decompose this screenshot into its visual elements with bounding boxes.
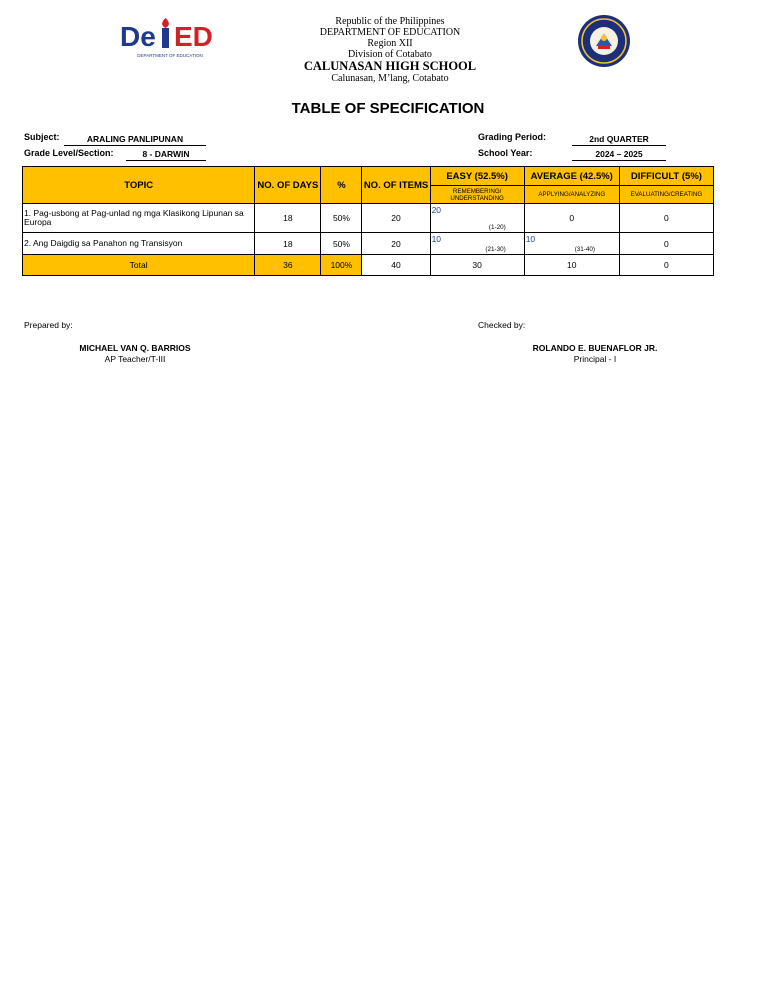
department-line: DEPARTMENT OF EDUCATION: [319, 27, 461, 38]
row-easy-range: (21-30): [485, 246, 506, 253]
school-name: CALUNASAN HIGH SCHOOL: [303, 59, 477, 73]
subject-value: ARALING PANLIPUNAN: [64, 134, 206, 146]
republic-line: Republic of the Philippines: [335, 16, 445, 27]
header-difficult: DIFFICULT (5%): [619, 167, 713, 186]
specification-table: [22, 166, 714, 276]
total-label: Total: [23, 255, 255, 276]
row-easy-range: (1-20): [488, 224, 506, 231]
header-easy-sub: REMEMBERING/ UNDERSTANDING: [430, 186, 524, 204]
row-difficult: 0: [619, 233, 713, 255]
total-days: 36: [255, 255, 321, 276]
document-title: TABLE OF SPECIFICATION: [291, 100, 485, 117]
checked-by-label: Checked by:: [478, 320, 526, 330]
deped-logo: [118, 16, 222, 62]
table-row: [23, 233, 714, 255]
header-percent: %: [321, 167, 362, 204]
table-row: [23, 204, 714, 233]
row-easy-cell: [430, 233, 524, 255]
deped-logo-subtext: DEPARTMENT OF EDUCATION: [137, 53, 203, 58]
header-average-sub: APPLYING/ANALYZING: [524, 186, 619, 204]
grading-period-value: 2nd QUARTER: [572, 134, 666, 146]
svg-text:De: De: [120, 21, 156, 52]
row-average: 0: [524, 204, 619, 233]
header-easy: EASY (52.5%): [430, 167, 524, 186]
row-easy: 20: [431, 205, 442, 215]
row-average-cell: [524, 233, 619, 255]
subject-label: Subject:: [24, 132, 60, 142]
school-address: Calunasan, M’lang, Cotabato: [331, 73, 449, 84]
header-items: NO. OF ITEMS: [362, 167, 430, 204]
row-average-range: (31-40): [574, 246, 595, 253]
row-days: 18: [255, 204, 321, 233]
row-percent: 50%: [321, 204, 362, 233]
header-days: NO. OF DAYS: [255, 167, 321, 204]
row-difficult: 0: [619, 204, 713, 233]
header-average: AVERAGE (42.5%): [524, 167, 619, 186]
prepared-by-name: MICHAEL VAN Q. BARRIOS: [79, 343, 191, 353]
prepared-by-role: AP Teacher/T-III: [104, 354, 166, 364]
total-items: 40: [362, 255, 430, 276]
grading-period-label: Grading Period:: [478, 132, 547, 142]
checked-by-name: ROLANDO E. BUENAFLOR JR.: [532, 343, 658, 353]
row-average: 10: [525, 234, 536, 244]
row-items: 20: [362, 233, 430, 255]
row-easy-cell: [430, 204, 524, 233]
svg-text:ED: ED: [174, 21, 213, 52]
prepared-by-label: Prepared by:: [24, 320, 73, 330]
region-line: Region XII: [367, 38, 413, 49]
checked-by-role: Principal - I: [573, 354, 617, 364]
header-topic: TOPIC: [23, 167, 255, 204]
school-seal: [576, 14, 632, 68]
total-average: 10: [524, 255, 619, 276]
row-days: 18: [255, 233, 321, 255]
school-year-value: 2024 – 2025: [572, 149, 666, 161]
school-year-label: School Year:: [478, 148, 533, 158]
total-easy: 30: [430, 255, 524, 276]
header-difficult-sub: EVALUATING/CREATING: [619, 186, 713, 204]
row-topic: 2. Ang Daigdig sa Panahon ng Transisyon: [23, 233, 255, 255]
row-percent: 50%: [321, 233, 362, 255]
row-items: 20: [362, 204, 430, 233]
total-difficult: 0: [619, 255, 713, 276]
division-line: Division of Cotabato: [348, 49, 432, 60]
grade-label: Grade Level/Section:: [24, 148, 114, 158]
row-easy: 10: [431, 234, 442, 244]
torch-icon: [162, 18, 169, 48]
grade-value: 8 - DARWIN: [126, 149, 206, 161]
row-topic: 1. Pag-usbong at Pag-unlad ng mga Klasikong Lipunan sa Europa: [23, 204, 255, 233]
total-row: [23, 255, 714, 276]
total-percent: 100%: [321, 255, 362, 276]
